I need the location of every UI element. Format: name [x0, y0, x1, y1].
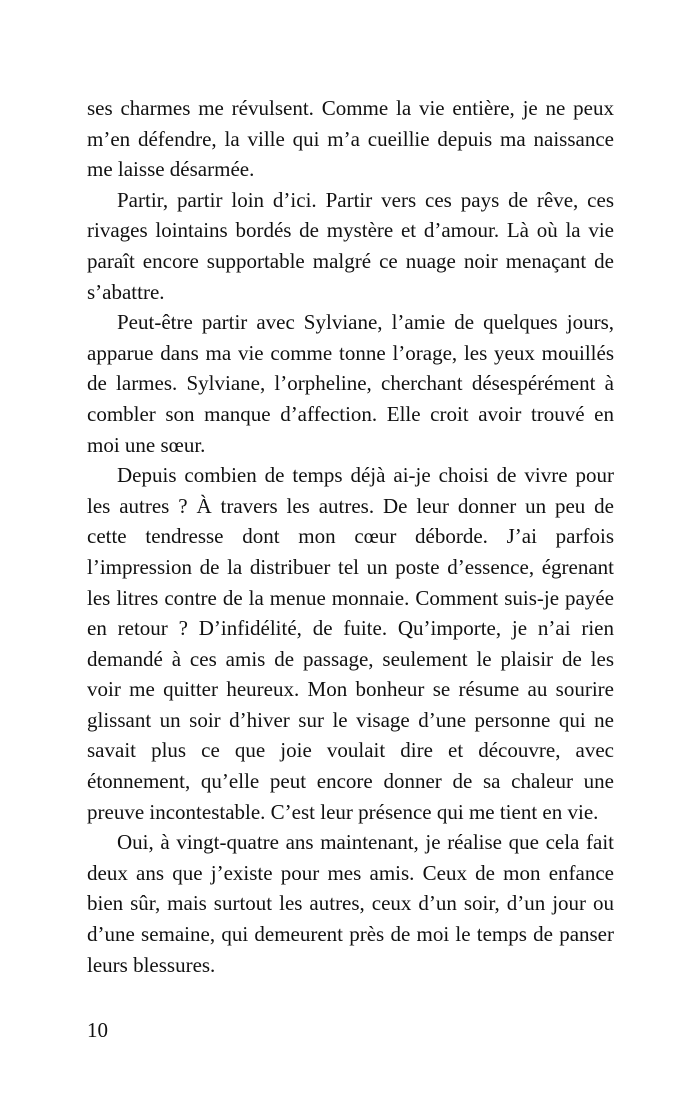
- book-page: [87, 0, 614, 1110]
- paragraph-4: Depuis combien de temps déjà ai-je choisi de vivre pour les autres ? À travers les autres. De leur donner un peu de cette tendresse dont mon cœur déborde. J’ai parfois l’impression de la distribuer tel un poste d’essence, égrenant les litres contre de la menue monnaie. Comment suis-je payée en retour ? D’infidélité, de fuite. Qu’importe, je n’ai rien demandé à ces amis de passage, seulement le plaisir de les voir me quitter heureux. Mon bonheur se résume au sourire glissant un soir d’hiver sur le visage d’une personne qui ne savait plus ce que joie voulait dire et découvre, avec étonnement, qu’elle peut encore donner de sa chaleur une preuve incontestable. C’est leur présence qui me tient en vie.: [87, 463, 614, 824]
- page-number: 10: [87, 1018, 108, 1042]
- paragraph-2: Partir, partir loin d’ici. Partir vers ces pays de rêve, ces rivages lointains bordés de mystère et d’amour. Là où la vie paraît encore supportable malgré ce nuage noir menaçant de s’abattre.: [87, 187, 614, 304]
- paragraph-1: ses charmes me révulsent. Comme la vie entière, je ne peux m’en défendre, la ville qui m’a cueillie depuis ma naissance me laisse désarmée.: [87, 96, 614, 182]
- paragraph-5: Oui, à vingt-quatre ans maintenant, je réalise que cela fait deux ans que j’existe pour mes amis. Ceux de mon enfance bien sûr, mais surtout les autres, ceux d’un soir, d’un jour ou d’une semaine, qui demeurent près de moi le temps de panser leurs blessures.: [87, 830, 614, 977]
- body-text: [87, 93, 614, 980]
- paragraph-3: Peut-être partir avec Sylviane, l’amie de quelques jours, apparue dans ma vie comme tonne l’orage, les yeux mouillés de larmes. Sylviane, l’orpheline, cherchant désespérément à combler son manque d’affection. Elle croit avoir trouvé en moi une sœur.: [87, 310, 614, 457]
